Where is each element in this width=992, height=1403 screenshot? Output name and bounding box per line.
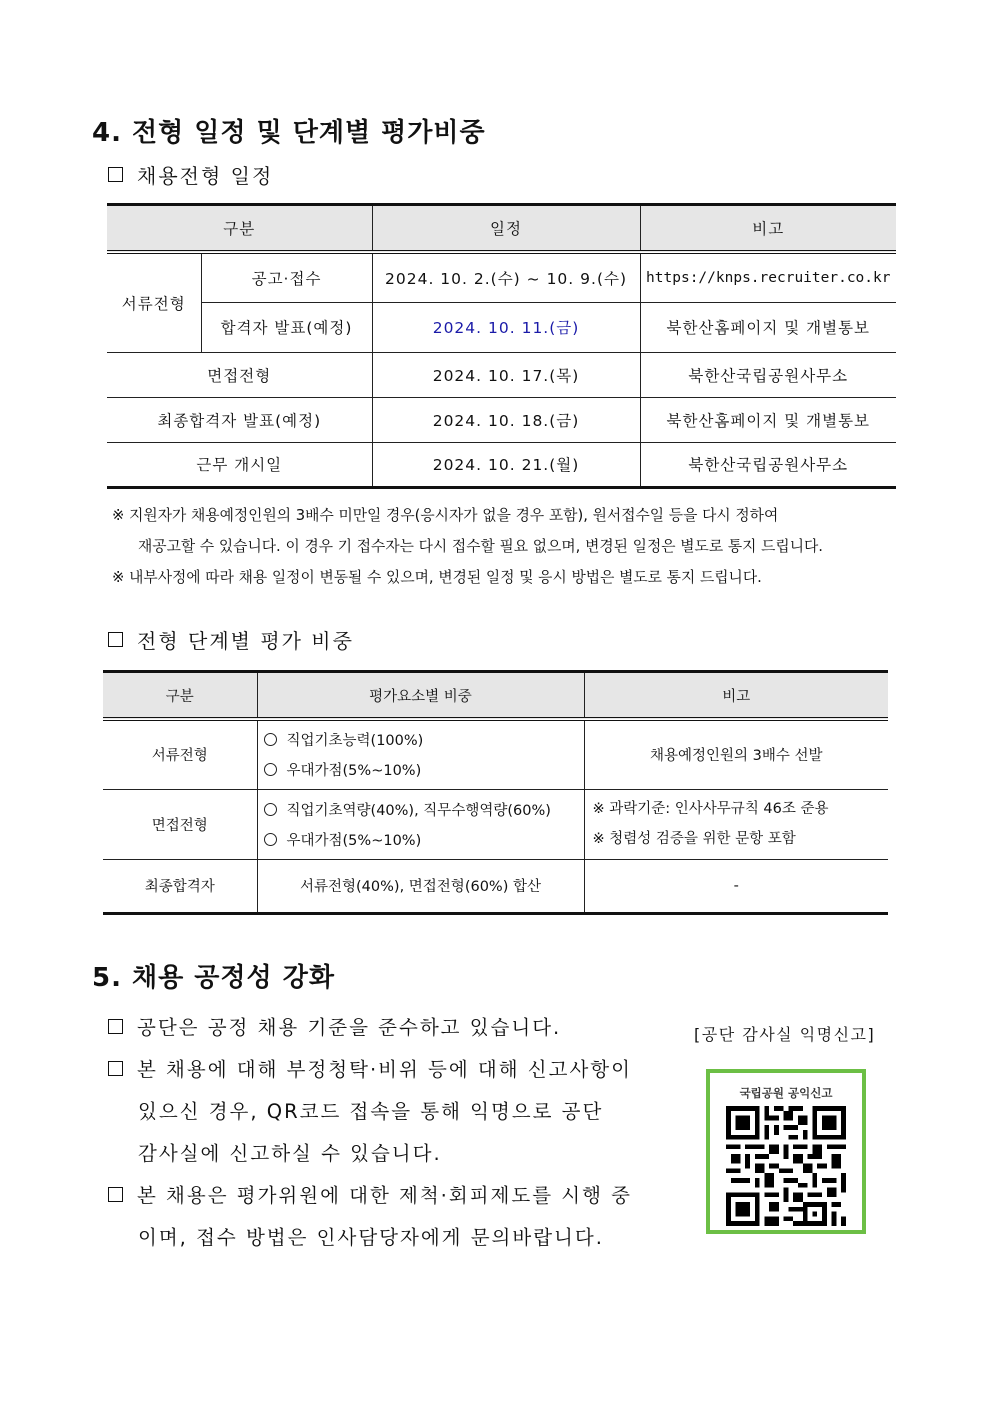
schedule-table (107, 203, 896, 489)
row-label: 합격자 발표(예정) (201, 302, 372, 352)
table-row (107, 442, 896, 487)
row-items (257, 719, 584, 789)
weights-heading-text: 전형 단계별 평가 비중 (137, 629, 354, 653)
table-row (103, 789, 888, 859)
note-text: ※ 과락기준: 인사사무규칙 46조 준용 (592, 801, 829, 817)
item-text: 본 채용은 평가위원에 대한 제척·회피제도를 시행 중 (137, 1184, 632, 1207)
item-text: 이며, 접수 방법은 인사담당자에게 문의바랍니다. (138, 1226, 604, 1249)
col-header-category: 구분 (103, 672, 257, 720)
item-text: 직업기초능력(100%) (286, 733, 424, 750)
table-row (107, 302, 896, 352)
group-label: 서류전형 (107, 252, 201, 352)
circle-bullet-icon (264, 763, 277, 776)
circle-bullet-icon (264, 733, 277, 746)
col-header-category: 구분 (107, 205, 372, 253)
section-5-title: 5. 채용 공정성 강화 (92, 963, 335, 993)
schedule-table-header (107, 205, 896, 253)
note-text: ※ 청렴성 검증을 위한 문항 포함 (592, 831, 796, 847)
row-date: 2024. 10. 17.(목) (372, 352, 640, 397)
qr-code-card[interactable] (706, 1069, 866, 1234)
note-line: ※ 내부사정에 따라 채용 일정이 변동될 수 있으며, 변경된 일정 및 응시 방법은 별도로 통지 드립니다. (112, 569, 762, 586)
col-header-weights: 평가요소별 비중 (257, 672, 584, 720)
row-label: 최종합격자 발표(예정) (107, 397, 372, 442)
qr-code-icon[interactable] (723, 1106, 849, 1226)
circle-bullet-icon (264, 803, 277, 816)
square-bullet-icon (108, 167, 123, 182)
weights-heading (108, 625, 354, 654)
qr-title: 국립공원 공익신고 (739, 1086, 833, 1100)
row-label: 면접전형 (107, 352, 372, 397)
weights-table (103, 670, 888, 915)
row-note: 채용예정인원의 3배수 선발 (584, 719, 888, 789)
table-row (103, 859, 888, 913)
note-line: ※ 지원자가 채용예정인원의 3배수 미만일 경우(응시자가 없을 경우 포함), 원서접수일 등을 다시 정하여 (112, 507, 779, 524)
table-row (107, 397, 896, 442)
col-header-schedule: 일정 (372, 205, 640, 253)
item-text: 감사실에 신고하실 수 있습니다. (138, 1142, 442, 1165)
row-date: 2024. 10. 11.(금) (372, 302, 640, 352)
row-note: 북한산홈페이지 및 개별통보 (640, 397, 896, 442)
row-label: 공고·접수 (201, 252, 372, 302)
table-row (103, 719, 888, 789)
row-note: - (584, 859, 888, 913)
item-text: 본 채용에 대해 부정청탁·비위 등에 대해 신고사항이 (137, 1058, 632, 1081)
item-text: 직업기초역량(40%), 직무수행역량(60%) (286, 802, 551, 819)
row-date: 2024. 10. 2.(수) ~ 10. 9.(수) (372, 252, 640, 302)
square-bullet-icon (108, 1019, 123, 1034)
square-bullet-icon (108, 1061, 123, 1076)
note-line: 재공고할 수 있습니다. 이 경우 기 접수자는 다시 접수할 필요 없으며, 변경된 일정은 별도로 통지 드립니다. (138, 538, 824, 555)
recruit-site-link[interactable]: https://knps.recruiter.co.kr (640, 252, 896, 302)
row-items (257, 789, 584, 859)
table-row (107, 252, 896, 302)
schedule-notes (112, 500, 902, 593)
row-label: 근무 개시일 (107, 442, 372, 487)
col-header-note: 비고 (584, 672, 888, 720)
schedule-heading (108, 160, 273, 189)
row-date: 2024. 10. 21.(월) (372, 442, 640, 487)
list-item (108, 1005, 648, 1047)
row-date: 2024. 10. 18.(금) (372, 397, 640, 442)
row-label: 면접전형 (103, 789, 257, 859)
row-notes (584, 789, 888, 859)
circle-bullet-icon (264, 833, 277, 846)
qr-caption: [공단 감사실 익명신고] (694, 1025, 876, 1044)
square-bullet-icon (108, 1187, 123, 1202)
list-item (108, 1047, 648, 1089)
row-label: 최종합격자 (103, 859, 257, 913)
row-note: 북한산국립공원사무소 (640, 352, 896, 397)
row-note: 북한산홈페이지 및 개별통보 (640, 302, 896, 352)
square-bullet-icon (108, 632, 123, 647)
section-4-title: 4. 전형 일정 및 단계별 평가비중 (92, 118, 486, 148)
schedule-heading-text: 채용전형 일정 (137, 164, 274, 188)
item-text: 공단은 공정 채용 기준을 준수하고 있습니다. (137, 1016, 562, 1039)
row-summary: 서류전형(40%), 면접전형(60%) 합산 (257, 859, 584, 913)
fairness-list (108, 1005, 648, 1257)
row-note: 북한산국립공원사무소 (640, 442, 896, 487)
table-row (107, 352, 896, 397)
item-text: 우대가점(5%~10%) (286, 763, 422, 780)
item-text: 우대가점(5%~10%) (286, 832, 422, 849)
col-header-note: 비고 (640, 205, 896, 253)
row-label: 서류전형 (103, 719, 257, 789)
list-item (108, 1173, 648, 1215)
item-text: 있으신 경우, QR코드 접속을 통해 익명으로 공단 (138, 1100, 604, 1123)
